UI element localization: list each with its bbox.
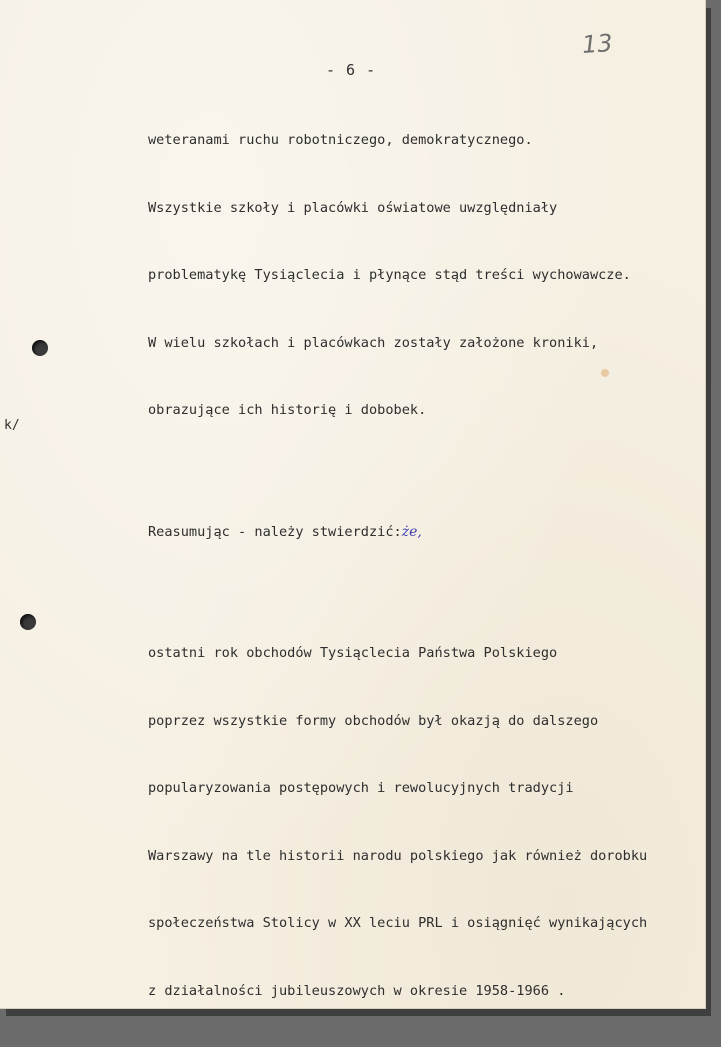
- handwritten-insertion: że,: [401, 523, 422, 540]
- text-line: z działalności jubileuszowych w okresie 1958-1966 .: [148, 982, 566, 999]
- summary-lead: Reasumując - należy stwierdzić:: [148, 523, 402, 540]
- text-line: ostatni rok obchodów Tysiąclecia Państwa Polskiego: [148, 645, 558, 661]
- paragraph-gap: [148, 467, 700, 476]
- body-text: [148, 84, 700, 1047]
- text-line: Warszawy na tle historii narodu polskiego jak również dorobku: [148, 847, 648, 864]
- punch-hole-bottom: [20, 614, 36, 630]
- text-line: Wszystkie szkoły i placówki oświatowe uwzględniały: [148, 199, 558, 216]
- paper-stain: [601, 369, 609, 377]
- text-line: popularyzowania postępowych i rewolucyjnych tradycji: [148, 780, 574, 796]
- text-line: poprzez wszystkie formy obchodów był okazją do dalszego: [148, 712, 599, 729]
- page-number: - 6 -: [326, 61, 377, 79]
- text-line: społeczeństwa Stolicy w XX leciu PRL i osiągnięć wynikających: [148, 915, 648, 931]
- paragraph-gap: [148, 588, 700, 597]
- text-line: W wielu szkołach i placówkach zostały założone kroniki,: [148, 334, 599, 351]
- text-line: weteranami ruchu robotniczego, demokratycznego.: [148, 132, 533, 148]
- punch-hole-top: [32, 340, 48, 356]
- text-line: problematykę Tysiąclecia i płynące stąd treści wychowawcze.: [148, 267, 631, 283]
- summary-line: [148, 521, 700, 544]
- text-line: obrazujące ich historię i dobobek.: [148, 402, 427, 418]
- handwritten-page-number: 13: [581, 28, 614, 60]
- margin-mark: k/: [4, 418, 20, 433]
